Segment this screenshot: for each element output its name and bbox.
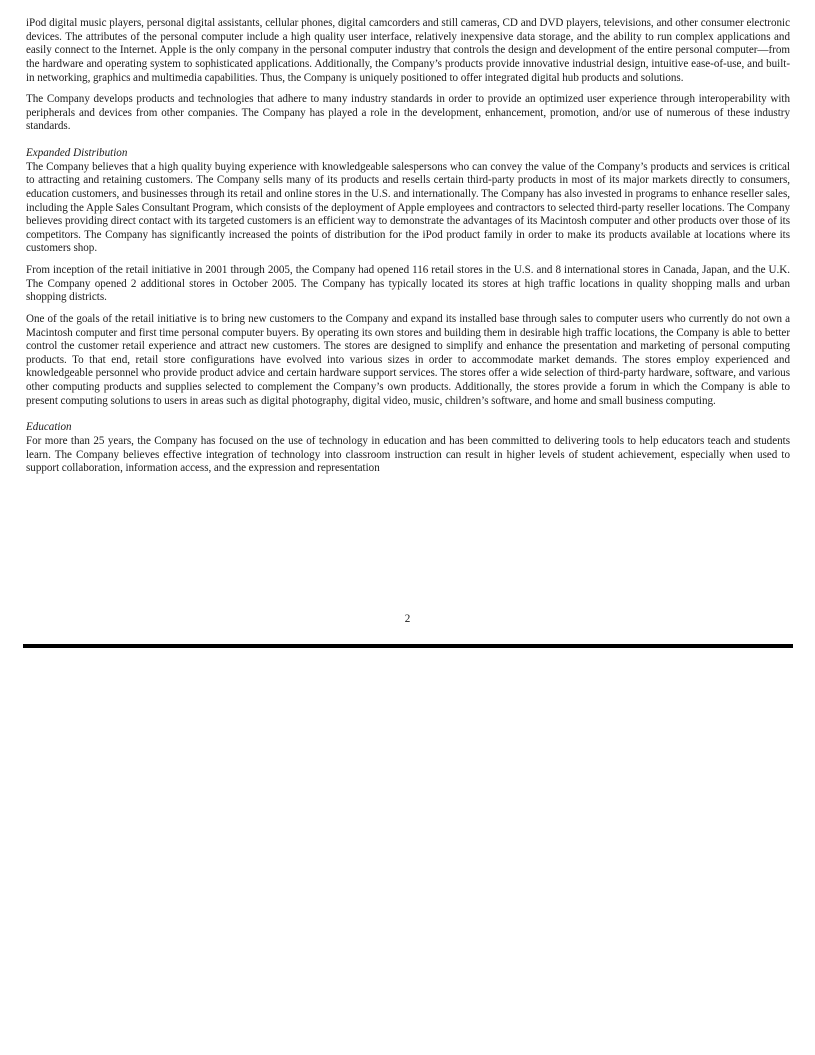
document-body-text	[26, 17, 790, 476]
footer-horizontal-rule	[23, 644, 793, 648]
heading-expanded-distribution: Expanded Distribution	[26, 147, 128, 159]
paragraph-digital-hub: iPod digital music players, personal digital assistants, cellular phones, digital camcorders and still cameras, CD and DVD players, televisions, and other consumer electronic devices. The attributes of the personal computer include a high quality user interface, relatively inexpensive data storage, and the ability to run complex applications and easily connect to the Internet. Apple is the only company in the personal computer industry that controls the design and development of the entire personal computer—from the hardware and operating system to sophisticated applications. Additionally, the Company’s products provide innovative industrial design, intuitive ease-of-use, and built-in networking, graphics and multimedia capabilities. Thus, the Company is uniquely positioned to offer integrated digital hub products and solutions.	[26, 17, 790, 84]
heading-education: Education	[26, 421, 72, 434]
paragraph-retail-goals: One of the goals of the retail initiative is to bring new customers to the Company and expand its installed base through sales to computer users who currently do not own a Macintosh computer and first time personal computer buyers. By operating its own stores and building them in desirable high traffic locations, the Company is able to better control the customer retail experience and attract new customers. The stores are designed to simplify and enhance the presentation and marketing of personal computing products. To that end, retail store configurations have evolved into various sizes in order to accommodate market demands. The stores employ experienced and knowledgeable personnel who provide product advice and certain hardware support services. The stores offer a wide selection of third-party hardware, software, and various other computing products and supplies selected to complement the Company’s own products. Additionally, the stores provide a forum in which the Company is able to present computing solutions to users in areas such as digital photography, digital video, music, children’s software, and home and small business computing.	[26, 312, 790, 407]
page-number: 2	[404, 613, 411, 625]
page-bottom-margin	[0, 650, 815, 1055]
paragraph-buying-experience: The Company believes that a high quality buying experience with knowledgeable salespersons who can convey the value of the Company’s products and services is critical to attracting and retaining customers. The Company sells many of its products and resells certain third-party products in most of its major markets directly to consumers, education customers, and businesses through its retail and online stores in the U.S. and internationally. The Company has also invested in programs to enhance reseller sales, including the Apple Sales Consultant Program, which consists of the deployment of Apple employees and contractors to selected third-party reseller locations. The Company believes providing direct contact with its targeted customers is an efficient way to demonstrate the advantages of its Macintosh computer and other products over those of its competitors. The Company has significantly increased the points of distribution for the iPod product family in order to make its products available at locations where its customers shop.	[26, 160, 790, 255]
paragraph-education-body: For more than 25 years, the Company has focused on the use of technology in education and has been committed to delivering tools to help educators teach and students learn. The Company believes effective integration of technology into classroom instruction can result in higher levels of student achievement, especially when used to support collaboration, information access, and the expression and representation	[26, 434, 790, 475]
paragraph-retail-store-count: From inception of the retail initiative in 2001 through 2005, the Company had opened 116 retail stores in the U.S. and 8 international stores in Canada, Japan, and the U.K. The Company opened 2 additional stores in October 2005. The Company has typically located its stores at high traffic locations in quality shopping malls and urban shopping districts.	[26, 264, 790, 304]
paragraph-industry-standards: The Company develops products and technologies that adhere to many industry standards in order to provide an optimized user experience through interoperability with peripherals and devices from other companies. The Company has played a role in the development, enhancement, promotion, and/or use of numerous of these industry standards.	[26, 93, 790, 133]
